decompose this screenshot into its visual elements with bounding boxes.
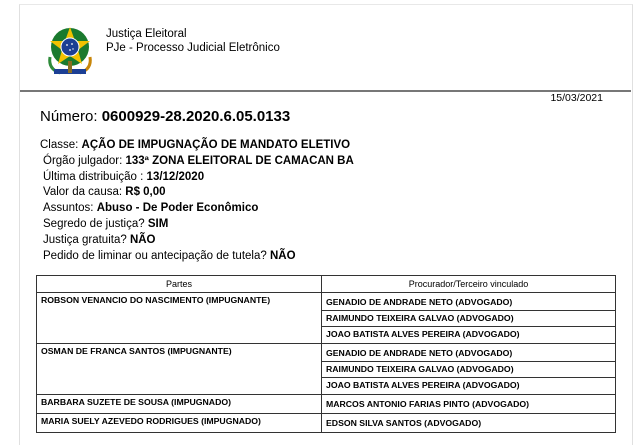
parties-table <box>36 275 616 433</box>
field-value: AÇÃO DE IMPUGNAÇÃO DE MANDATO ELETIVO <box>81 139 351 151</box>
field-pedido-liminar <box>40 249 354 265</box>
field-value: NÃO <box>269 249 296 262</box>
process-details <box>40 138 354 264</box>
field-label: Última distribuição : <box>43 170 147 183</box>
field-label: Segredo de justiça? <box>43 217 148 230</box>
attorney-cell <box>322 395 616 414</box>
field-label: Justiça gratuita? <box>43 233 130 246</box>
field-label: Valor da causa: <box>43 186 126 199</box>
field-value: R$ 0,00 <box>125 186 166 199</box>
party-cell: BARBARA SUZETE DE SOUSA (IMPUGNADO) <box>37 395 322 414</box>
org-line-2: PJe - Processo Judicial Eletrônico <box>106 42 280 54</box>
field-label: Órgão julgador: <box>43 154 126 167</box>
attorney-entry: RAIMUNDO TEIXEIRA GALVAO (ADVOGADO) <box>322 311 615 327</box>
attorney-entry: RAIMUNDO TEIXEIRA GALVAO (ADVOGADO) <box>322 362 615 378</box>
field-label: Pedido de liminar ou antecipação de tutela? <box>43 249 270 262</box>
attorney-entry: EDSON SILVA SANTOS (ADVOGADO) <box>326 418 482 428</box>
field-value: 133ª ZONA ELEITORAL DE CAMACAN BA <box>125 154 354 167</box>
attorney-entry: MARCOS ANTONIO FARIAS PINTO (ADVOGADO) <box>326 399 530 409</box>
column-header-partes: Partes <box>37 276 322 293</box>
column-header-procurador: Procurador/Terceiro vinculado <box>322 276 616 293</box>
field-label: Assuntos: <box>43 202 97 215</box>
attorney-cell <box>322 344 616 395</box>
field-value: NÃO <box>129 233 156 246</box>
header-divider <box>20 90 631 92</box>
field-orgao-julgador <box>40 154 354 170</box>
field-ultima-distribuicao <box>40 170 354 186</box>
attorney-cell <box>322 293 616 344</box>
document-date: 15/03/2021 <box>550 92 603 104</box>
table-row <box>37 414 616 433</box>
table-row <box>37 344 616 395</box>
field-assuntos <box>40 201 354 217</box>
field-justica-gratuita <box>40 233 354 249</box>
field-value: 13/12/2020 <box>146 170 205 183</box>
attorney-entry: JOAO BATISTA ALVES PEREIRA (ADVOGADO) <box>326 329 520 339</box>
attorney-cell <box>322 414 616 433</box>
field-classe <box>40 138 354 154</box>
field-label: Classe: <box>40 139 82 151</box>
coat-of-arms-icon <box>44 23 96 79</box>
process-number <box>40 108 290 125</box>
process-number-value: 0600929-28.2020.6.05.0133 <box>101 108 291 125</box>
field-value: SIM <box>147 217 169 230</box>
process-number-label: Número: <box>40 108 98 125</box>
party-cell: OSMAN DE FRANCA SANTOS (IMPUGNANTE) <box>37 344 322 395</box>
party-cell: ROBSON VENANCIO DO NASCIMENTO (IMPUGNANTE) <box>37 293 322 344</box>
table-row <box>37 395 616 414</box>
organization-name <box>106 27 280 55</box>
org-line-1: Justiça Eleitoral <box>106 28 187 40</box>
party-cell: MARIA SUELY AZEVEDO RODRIGUES (IMPUGNADO) <box>37 414 322 433</box>
table-row <box>37 293 616 344</box>
attorney-entry: JOAO BATISTA ALVES PEREIRA (ADVOGADO) <box>326 380 520 390</box>
attorney-entry: GENADIO DE ANDRADE NETO (ADVOGADO) <box>322 295 615 311</box>
field-valor-causa <box>40 185 354 201</box>
field-segredo-justica <box>40 217 354 233</box>
field-value: Abuso - De Poder Econômico <box>96 202 259 215</box>
table-header-row <box>37 276 616 293</box>
attorney-entry: GENADIO DE ANDRADE NETO (ADVOGADO) <box>322 346 615 362</box>
